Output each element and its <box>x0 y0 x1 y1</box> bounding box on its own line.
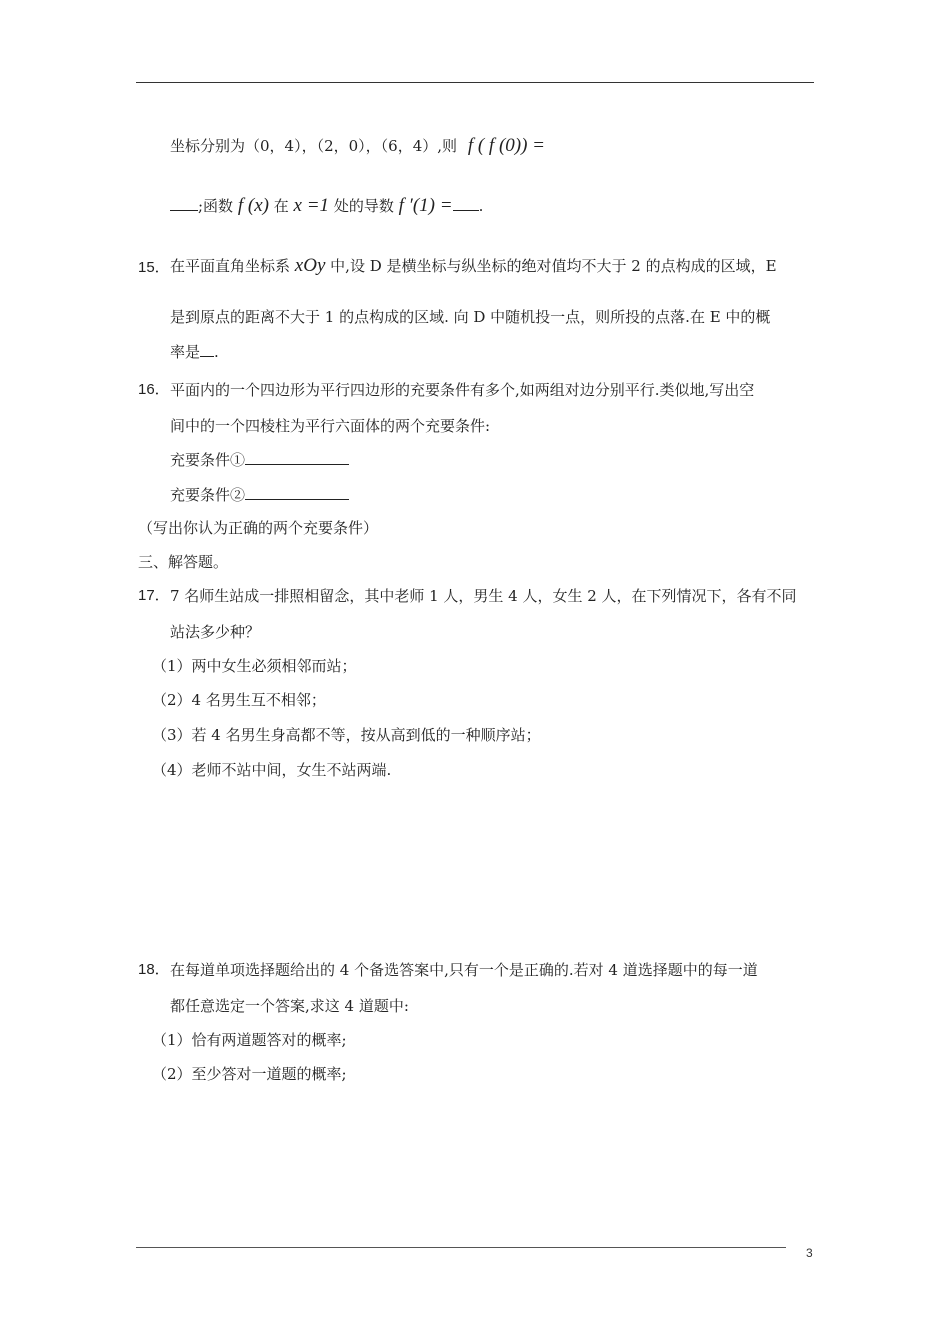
q15-line3-text: 率是 <box>170 343 201 361</box>
q14-answer-blank-1[interactable] <box>170 196 198 211</box>
q17-item-2: （2）4 名男生互不相邻； <box>152 691 326 709</box>
q16-note: （写出你认为正确的两个充要条件） <box>138 519 379 537</box>
q14-x-equals-1: x =1 <box>293 195 330 216</box>
q18-number: 18． <box>138 961 170 978</box>
q15-xoy: xOy <box>294 255 326 276</box>
q14-line1-text: 坐标分别为（0，4），（2，0），（6，4）,则 <box>170 137 458 155</box>
q15-line2: 是到原点的距离不大于 1 的点构成的区域. 向 D 中随机投一点，则所投的点落.在 E 中的概 <box>170 308 771 326</box>
page-number: 3 <box>806 1246 813 1260</box>
q16-condition-1-label: 充要条件① <box>170 451 246 469</box>
q18-item-1: （1）恰有两道题答对的概率; <box>152 1031 347 1049</box>
q16-number: 16． <box>138 381 170 398</box>
q18-line1: 在每道单项选择题给出的 4 个备选答案中,只有一个是正确的.若对 4 道选择题中的每一道 <box>170 961 758 979</box>
q16-condition-2-blank[interactable] <box>245 485 349 500</box>
q16-condition-1 <box>170 450 349 470</box>
q17-item-3: （3）若 4 名男生身高都不等，按从高到低的一种顺序站； <box>152 726 541 744</box>
q17-line1: 7 名师生站成一排照相留念，其中老师 1 人，男生 4 人，女生 2 人，在下列情况下，各有不同 <box>170 587 797 605</box>
q15-line3 <box>170 342 219 362</box>
q18-item-2: （2）至少答对一道题的概率; <box>152 1065 347 1083</box>
q15-number: 15． <box>138 259 170 276</box>
q14-line2-b: 在 <box>273 197 289 215</box>
q15-line3-end: . <box>214 343 219 361</box>
q14-line2-end: . <box>478 197 484 215</box>
section-heading: 三、解答题。 <box>138 553 229 571</box>
q15-answer-blank[interactable] <box>200 342 214 357</box>
header-rule <box>136 82 814 83</box>
q14-line2-c: 处的导数 <box>333 197 394 215</box>
q17-number: 17． <box>138 587 170 604</box>
q15-line1 <box>170 256 777 276</box>
q17-item-1: （1）两中女生必须相邻而站； <box>152 657 357 675</box>
q16-condition-2 <box>170 485 349 505</box>
q14-line1 <box>170 136 545 156</box>
q18-line2: 都任意选定一个答案,求这 4 道题中: <box>170 997 409 1015</box>
q16-line2: 间中的一个四棱柱为平行六面体的两个充要条件: <box>170 417 491 435</box>
q17-line2: 站法多少种？ <box>170 623 261 641</box>
q17-item-4: （4）老师不站中间，女生不站两端. <box>152 761 392 779</box>
footer-rule <box>136 1247 786 1248</box>
q14-answer-blank-2[interactable] <box>453 196 479 211</box>
q14-line2-a: ;函数 <box>198 197 234 215</box>
q16-condition-2-label: 充要条件② <box>170 486 246 504</box>
q15-line1-a: 在平面直角坐标系 <box>170 257 291 275</box>
q14-fx-expr: f (x) <box>237 195 269 216</box>
q16-line1: 平面内的一个四边形为平行四边形的充要条件有多个,如两组对边分别平行.类似地,写出空 <box>170 381 755 399</box>
q14-ffzero-expr: f ( f (0)) = <box>467 135 545 156</box>
q15-line1-b: 中,设 D 是横坐标与纵坐标的绝对值均不大于 2 的点构成的区域，E <box>330 257 777 275</box>
q14-line2 <box>170 196 483 216</box>
q16-condition-1-blank[interactable] <box>245 450 349 465</box>
q14-fprime-expr: f ′(1) = <box>398 195 453 216</box>
